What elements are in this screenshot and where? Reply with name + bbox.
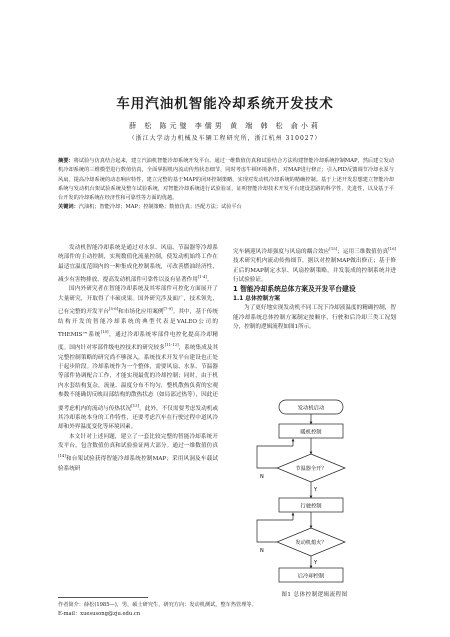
citation: [14] xyxy=(58,453,66,459)
body-left-column xyxy=(58,244,218,474)
section-paragraph: 为了更好地实现发动机不同工况下冷却液温度的精确控制，智能冷却系统总体控制方案制定按顺序，行驶和后冷却三类工况划分，控制的逻辑流程如图1所示。 xyxy=(233,305,396,331)
email-footnote: E-mail：xuesusong@zju.edu.cn xyxy=(58,611,141,617)
abstract-paragraph xyxy=(58,157,394,203)
text-span: ，通过冷却系统零部件电控化提高冷却精度。国内针对零部件级电控技术的研究较多 xyxy=(58,331,218,352)
author-list: 薛 松 陈元璧 李儒男 黄 端 韩 松 俞小莉 xyxy=(129,122,321,130)
body-right-column xyxy=(233,244,396,333)
citation: [16] xyxy=(388,246,396,251)
text-span: 发动机智能冷却系统是通过对水泵、风扇、节温器等冷却系统部件的主动控制，实现数值化流量控制，使发动机始终工作在最适宜温度范围内的一种集成化控制系统，可改善燃油经济性、减少有害物排放、提高发动机部件可靠性以及有显著作用 xyxy=(58,245,218,284)
text-span: 究车辆迎风冷却强度与风扇的耦合效应 xyxy=(233,248,330,255)
control-flowchart xyxy=(233,398,396,585)
citation: [13] xyxy=(131,402,140,408)
intro-paragraph-3 xyxy=(58,433,218,474)
keywords-text: 汽油机；智能冷却；MAP；控制策略；数值仿真；匹配方法；试验平台 xyxy=(78,204,242,211)
text-span: 本文针对上述问题，建立了一套比较完整的智能冷却系统开发平台，包含数值仿真和试验验证两大部分。通过一维数值仿真 xyxy=(58,433,218,450)
citation: [7-9] xyxy=(163,306,173,312)
text-span: 。 xyxy=(206,277,213,284)
flow-no-label-1: N xyxy=(260,474,264,480)
text-span: 国内外研究者在智能冷却系统及其零部件可控化方面展开了大量研究，开取得了丰硕成果。国外研究涉及面广，技术领先，已有完整的开发平台 xyxy=(58,286,218,316)
flow-drive-label: 行驶控制 xyxy=(300,503,322,510)
keywords-paragraph xyxy=(58,203,394,212)
subsection-heading: 1.1 总体控制方案 xyxy=(233,295,281,302)
flow-yes-label-2: Y xyxy=(314,560,318,566)
section-heading: 1 智能冷却系统总体方案及开发平台建设 xyxy=(233,285,356,294)
flow-after-label: 后冷却控制 xyxy=(297,573,325,580)
text-span: 和台架试验获得智能冷却系统控制MAP；采用风洞及车载试验系统研 xyxy=(58,456,218,472)
intro-paragraph-4 xyxy=(233,244,396,285)
text-span: 技术研究机内流动传热细节，据以对控制MAP做出修正；基于修正后的MAP制定水泵、风扇控制策略，并发装成的控制系统并进行试验验证。 xyxy=(233,258,396,284)
citation: [5-6] xyxy=(109,306,119,312)
citation: [11-12] xyxy=(164,342,179,348)
abstract-label: 摘要： xyxy=(58,158,74,164)
text-span: ；运用三维数值仿真 xyxy=(337,248,389,255)
abstract-block xyxy=(58,157,394,213)
footnote-divider xyxy=(58,597,148,598)
flow-decision-2-label: 发动机熄火？ xyxy=(295,540,327,546)
citation: [10] xyxy=(100,328,109,334)
text-span: 。其中，基于传统结构开发的智能冷却系统的典型代表是VALEO公司的THEMIS™系统 xyxy=(58,309,218,338)
citation: [1-4] xyxy=(197,274,207,280)
flow-no-label-2: N xyxy=(260,548,264,554)
flow-yes-label-1: Y xyxy=(314,487,318,493)
affiliation: （浙江大学动力机械及车辆工程研究所，浙江杭州 310027） xyxy=(128,135,322,142)
author-bio-footnote: 作者简介：薛松(1985—)，男，硕士研究生，研究方向：发动机测试，整车热管理等。 xyxy=(58,602,257,608)
text-span: 和市场化应用案例 xyxy=(118,309,164,316)
abstract-text: 将试验与仿真结合起来，建立汽油机智能冷却系统开发平台。通过一维数值仿真和试验结合方法构建智能冷却系统控制MAP，然后建立发动机冷却系统的三维模型进行数值仿真，全面掌握机内流动传热状态细节，同时考虑牛顿环境条件，对MAP进行修正；引入PID反馈调节冷却水泵与风扇，提高冷却系统的动态响应特性，建立完整的基于MAP的闭环控制策略，实现对发动机冷却系统的精确控制。基于上述开发思想建立智能冷却系统与发动机台架试验系统及整车试验系统，对智能冷却系统进行试验验证，证明智能冷却技术开发平台建设思路的科学性、先进性，以及基于平台开发的冷却系统在经济性和可靠性等方面的优越。 xyxy=(58,158,394,202)
text-span: 。此外，不仅需要考虑发动机或其冷却系统本身的工作特性，还要考虑汽车在行驶过程中道风冷却和外界温度变化等环境因素。 xyxy=(58,405,218,431)
paper-title: 车用汽油机智能冷却系统开发技术 xyxy=(116,96,334,112)
flow-decision-1-label: 节温器全开？ xyxy=(295,466,327,472)
flow-start-label: 发动机启动 xyxy=(297,405,325,412)
figure-caption: 图1 总体控制逻辑流程图 xyxy=(281,592,348,598)
intro-paragraph-1 xyxy=(58,244,218,285)
flow-warmup-label: 暖机控制 xyxy=(300,429,322,436)
intro-paragraph-2 xyxy=(58,285,218,432)
text-span: ，系统集成及其完整控制策略的研究尚不够深入，系统技术开发平台建设也正处于起步阶段。冷却系统作为一个整体，需要风扇、水泵、节温器等部件协调配合工作，才能实现最优的冷却控制；同时，由于机内水套结构复杂，流量、温度分布不均匀，整机散热负荷的宏观参数不能确切反映局部结构的散热状态（如局部过热等），因此还要考虑机内的流动与传热状况 xyxy=(58,345,218,412)
citation: [15] xyxy=(329,246,338,251)
keywords-label: 关键词： xyxy=(58,204,79,211)
